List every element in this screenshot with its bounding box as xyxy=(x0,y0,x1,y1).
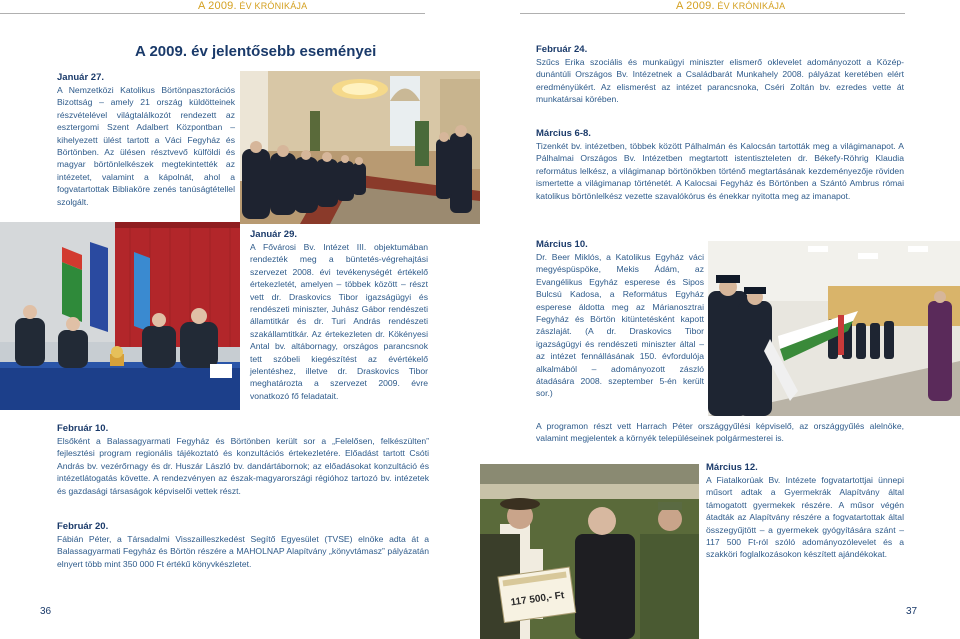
entry-text: Elsőként a Balassagyarmati Fegyház és Börtönben került sor a „Felelősen, felkészülten” fejlesztési program regionális tájékoztató és konzultációs értekezletére. Előadást tartott Csóti András bv. vezérőrnagy és dr. Huszár László bv. dandártábornok; az előadásokat konzultáció és intézetlátogatás követte. A rendezvényen az észak-magyarországi régióhoz tartozó bv. intézetek és gazdasági társaságok képviselői vettek részt. xyxy=(57,436,429,496)
entry-feb20 xyxy=(57,521,429,570)
header-rule-left xyxy=(0,13,425,14)
entry-text: Dr. Beer Miklós, a Katolikus Egyház váci megyéspüspöke, Mekis Ádám, az Evangélikus Egyház esperese és Sipos Bulcsú Kadosa, a Református Egyház esperese áldotta meg az Márianosztrai Fegyház és Börtön kitüntetésként kapott zászlaját. (A dr. Draskovics Tibor igazságügyi és rendészeti miniszter által – az intézet fennállásának 150. évfordulója alkalmából – adományozott zászló átadására 2008. szeptember 5-én került sor.) xyxy=(536,252,704,399)
entry-date: Február 24. xyxy=(536,44,588,55)
entry-feb24 xyxy=(536,44,904,106)
cheque-amount-text: 117 500,- Ft xyxy=(509,590,565,609)
entry-text: A Fiatalkorúak Bv. Intézete fogvatartottjai ünnepi műsort adtak a Gyermekrák Alapítvány által támogatott gyermekek részére. A műsor végén átadták az Alapítvány részére a fogvatartottak által összegyűjtött – a gyermekek gyógyítására szánt – 117 500 Ft-ról szóló adományozólevelet és a szakköri foglalkozásokon készített ajándékokat. xyxy=(706,475,904,560)
cheque-board xyxy=(498,567,576,623)
photo-presidium-table xyxy=(0,222,240,410)
header-year: A 2009. xyxy=(198,0,237,12)
entry-mar10 xyxy=(536,239,704,400)
header-label: ÉV KRÓNIKÁJA xyxy=(717,1,786,11)
header-rule-right xyxy=(520,13,905,14)
entry-mar6-8 xyxy=(536,128,904,202)
entry-date: Március 6-8. xyxy=(536,128,591,139)
header-label: ÉV KRÓNIKÁJA xyxy=(239,1,308,11)
header-year: A 2009. xyxy=(676,0,715,12)
entry-text: Fábián Péter, a Társadalmi Visszailleszkedést Segítő Egyesület (TVSE) elnöke adta át a Balassagyarmati Fegyház és Börtön részére a MAHOLNAP Alapítvány „könyvtámasz” pályázatán elnyert több mint 350 000 Ft értékű könyvkészletet. xyxy=(57,534,429,569)
flag-consecration-image xyxy=(708,241,960,416)
entry-jan29 xyxy=(250,229,428,402)
running-header-right xyxy=(676,0,785,12)
donation-cheque-image xyxy=(480,464,699,639)
entry-mar10-continued xyxy=(536,420,904,445)
entry-jan27 xyxy=(57,72,235,208)
conference-hall-image xyxy=(240,71,480,224)
page-number-left: 36 xyxy=(40,606,52,617)
entry-date: Március 12. xyxy=(706,462,758,473)
entry-feb10 xyxy=(57,423,429,497)
entry-date: Január 27. xyxy=(57,72,104,83)
entry-text: A Fővárosi Bv. Intézet III. objektumában rendezték meg a büntetés-végrehajtási szervezet 2008. évi tevékenységét értékelő értekezletét, amelyen – többek között – részt vett dr. Draskovics Tibor igazságügyi és rendészeti miniszter, Juhász Gábor rendészeti államtitkár és dr. Turi András rendészeti szakállamtitkár. Az értekezleten dr. Kökényesi Antal bv. altábornagy, országos parancsnok tett szóbeli kiegészítést az évértékelő jelentéshez, illetve dr. Draskovics Tibor meghatározta a szervezet 2009. évre vonatkozó fő feladatait. xyxy=(250,242,428,401)
entry-date: Március 10. xyxy=(536,239,588,250)
entry-date: Február 20. xyxy=(57,521,109,532)
entry-text: A Nemzetközi Katolikus Börtönpasztorációs Bizottság – amely 21 ország küldötteinek részvételével világtalálkozót rendezett az esztergomi Szent Adalbert Központban – kihelyezett ülést tartott a Váci Fegyház és Börtönben. Az ülésen résztvevő külföldi és magyar börtönlelkészek megtekintették az intézetet, valamint a kápolnát, ahol a fogvatartottak Bibliaköre zenés tanúságtétellel szolgált. xyxy=(57,85,235,207)
entry-date: Február 10. xyxy=(57,423,109,434)
photo-conference-hall xyxy=(240,71,480,224)
page-title: A 2009. év jelentősebb eseményei xyxy=(135,43,377,60)
photo-donation-cheque xyxy=(480,464,699,639)
entry-text: Tizenkét bv. intézetben, többek között Pálhalmán és Kalocsán tartották meg a világimanapot. A Pálhalmai Országos Bv. Intézetben megtartott istentiszteleten dr. Békefy-Röhrig Klaudia református lelkész, a világimanap börtönökben történő megtartásának kezdeményezője röviden ismertette a világimanap történetét. A Kalocsai Fegyház és Börtönben a Szántó Ambrus római katolikus börtönlelkész vezette szavalókórus és énekkar nyitotta meg az imanapot. xyxy=(536,141,904,201)
entry-date: Január 29. xyxy=(250,229,297,240)
entry-text: A programon részt vett Harrach Péter országgyűlési képviselő, az országgyűlés alelnöke, valamint megjelentek a környék településeinek polgármesterei is. xyxy=(536,421,904,444)
running-header-left xyxy=(198,0,307,12)
entry-mar12 xyxy=(706,462,904,561)
entry-text: Szűcs Erika szociális és munkaügyi miniszter elismerő oklevelet adományozott a Közép-dunántúli Országos Bv. Intézetnek a Családbarát Munkahely 2008. pályázat keretében elért eredményükért. Az elismerést az intézet parancsnoka, Cséri Zoltán bv. ezredes vette át munkatársai körében. xyxy=(536,57,904,105)
page-number-right: 37 xyxy=(906,606,918,617)
photo-flag-consecration xyxy=(708,241,960,416)
presidium-table-image xyxy=(0,222,240,410)
